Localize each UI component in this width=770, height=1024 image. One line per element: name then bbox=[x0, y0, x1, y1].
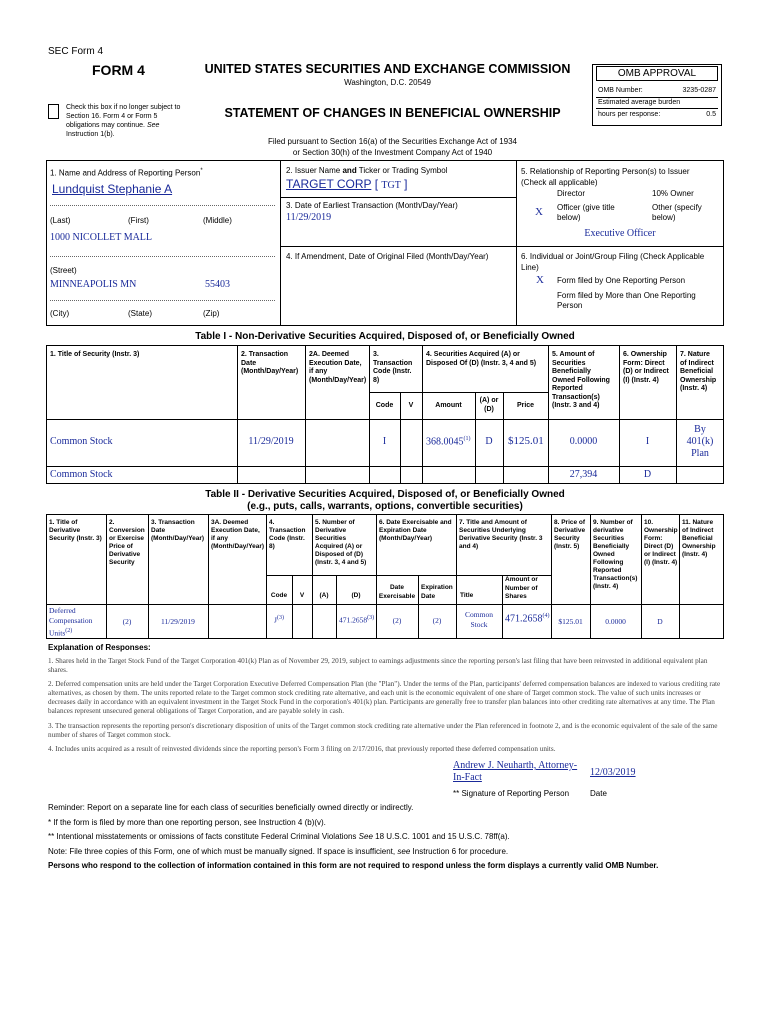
date-label: Date bbox=[590, 789, 607, 798]
t1-h2a: 2A. Deemed Execution Date, if any (Month/Day/Year) bbox=[309, 351, 367, 384]
hours-value: 0.5 bbox=[706, 111, 716, 118]
t1-sub-amount: Amount bbox=[435, 402, 462, 409]
t1-h4: 4. Securities Acquired (A) or Disposed Of (D) (Instr. 3, 4 and 5) bbox=[426, 351, 537, 367]
t2-h2: 2. Conversion or Exercise Price of Derivative Security bbox=[109, 519, 145, 566]
one-reporting-checkmark: X bbox=[536, 274, 544, 286]
t2-sub-v: V bbox=[299, 592, 305, 599]
t1-sub-code: Code bbox=[375, 402, 394, 409]
t1-r1-form: I bbox=[645, 436, 650, 447]
commission-title: UNITED STATES SECURITIES AND EXCHANGE COMMISSION bbox=[204, 62, 571, 76]
t1-r2-form: D bbox=[643, 469, 652, 480]
t1-r1-price: $125.01 bbox=[508, 435, 544, 447]
reporting-person-name[interactable]: Lundquist Stephanie A bbox=[52, 182, 173, 196]
t2-h3: 3. Transaction Date (Month/Day/Year) bbox=[151, 519, 205, 542]
street-label: (Street) bbox=[50, 266, 77, 275]
footnote-4: 4. Includes units acquired as a result of reinvested dividends since the reporting person's Form 3 filing on 2/17/2016, that previously reported these deferred compensation units. bbox=[48, 745, 556, 753]
t2-r1-exercisable: (2) bbox=[392, 616, 402, 625]
t1-h7: 7. Nature of Indirect Beneficial Ownership (Instr. 4) bbox=[680, 351, 717, 392]
reminder-text: Reminder: Report on a separate line for each class of securities beneficially owned directly or indirectly. bbox=[48, 803, 414, 812]
t2-r1-code: $J^{(3)}$ bbox=[274, 615, 284, 625]
table-row: Common Stock bbox=[50, 436, 113, 447]
form-number: FORM 4 bbox=[92, 62, 145, 78]
no-longer-subject-checkbox[interactable] bbox=[48, 104, 59, 119]
t2-r1-form: D bbox=[657, 617, 663, 626]
t2-h9: 9. Number of derivative Securities Beneficially Owned Following Reported Transaction(s) (Instr. 4) bbox=[593, 519, 638, 590]
omb-notice: Persons who respond to the collection of information contained in this form are not required to respond unless the form displays a currently valid OMB Number. bbox=[48, 861, 659, 870]
sec-form-label: SEC Form 4 bbox=[48, 46, 104, 57]
t2-r1-deriv-price: $125.01 bbox=[558, 617, 583, 626]
t2-r1-date: 11/29/2019 bbox=[161, 617, 195, 626]
t1-h1: 1. Title of Security (Instr. 3) bbox=[50, 351, 140, 358]
t1-r1-nature: By 401(k) Plan bbox=[686, 424, 714, 459]
table2-title: Table II - Derivative Securities Acquired, Disposed of, or Beneficially Owned (e.g., puts, calls, warrants, options, convertible securities) bbox=[205, 489, 565, 512]
t1-sub-ad: (A) or (D) bbox=[479, 397, 499, 413]
table1-title: Table I - Non-Derivative Securities Acquired, Disposed of, or Beneficially Owned bbox=[195, 331, 575, 342]
t1-h2: 2. Transaction Date (Month/Day/Year) bbox=[241, 351, 299, 375]
commission-location: Washington, D.C. 20549 bbox=[344, 78, 431, 87]
footnote-2: 2. Deferred compensation units are held under the Target Corporation Executive Deferred Compensation Plan (the "Plan"). Under the terms of the Plan, participants' deferred compensation balances are indexed to various crediting rate alternatives, as chosen by them. The units reported relate to the Target common stock crediting rate alternative, and each unit is the economic equivalent of one share of Target common stock. The value of such units increases or decreases daily in accordance with an equivalent investment in the Target Stock Fund in the corporation's 401(k) plan. Participants are generally free to transfer plan balances into other crediting rate alternatives at any time. The Plan balances represent unsecured general obligations of Target Corporation, and are payable solely in cash. bbox=[48, 680, 721, 715]
one-reporting-person-option[interactable]: Form filed by One Reporting Person bbox=[557, 276, 686, 285]
t2-h1: 1. Title of Derivative Security (Instr. 3) bbox=[49, 519, 102, 542]
t2-h6: 6. Date Exercisable and Expiration Date (Month/Day/Year) bbox=[379, 519, 452, 542]
issuer-name[interactable]: TARGET CORP [ TGT ] bbox=[286, 177, 408, 191]
other-option[interactable]: Other (specify below) bbox=[652, 203, 702, 222]
t2-r1-expiration: (2) bbox=[432, 616, 442, 625]
omb-number: 3235-0287 bbox=[682, 87, 716, 94]
t2-sub-d: (D) bbox=[351, 592, 361, 599]
copies-note: Note: File three copies of this Form, one of which must be manually signed. If space is insufficient, see Instruction 6 for procedure. bbox=[48, 847, 509, 856]
explanation-title: Explanation of Responses: bbox=[48, 643, 151, 652]
zip-label: (Zip) bbox=[203, 309, 220, 318]
box2-label: 2. Issuer Name and Ticker or Trading Symbol bbox=[286, 166, 448, 175]
officer-option[interactable]: Officer (give title below) bbox=[557, 203, 615, 222]
officer-checkmark: X bbox=[535, 206, 543, 218]
t1-h6: 6. Ownership Form: Direct (D) or Indirect (I) (Instr. 4) bbox=[623, 351, 669, 384]
t2-sub-a: (A) bbox=[319, 592, 329, 599]
t2-sub-expiration: Expiration Date bbox=[421, 584, 453, 600]
table-row: Deferred Compensation Units$^{(2)}$ bbox=[49, 606, 93, 638]
t2-r1-owned: 0.0000 bbox=[605, 617, 626, 626]
signature-date: 12/03/2019 bbox=[590, 767, 636, 778]
officer-title: Executive Officer bbox=[584, 228, 656, 239]
t1-r1-amount: 368.0045$^{(1)}$ bbox=[426, 436, 471, 448]
footnote-3: 3. The transaction represents the reporting person's discretionary disposition of units of the Target common stock crediting rate alternative under the Plan referenced in footnote 2, and is the economic equivalent of the sale of the same number of shares of Target common stock. bbox=[48, 722, 718, 739]
table-row: Common Stock bbox=[50, 469, 113, 480]
t2-h7: 7. Title and Amount of Securities Underlying Derivative Security (Instr. 3 and 4) bbox=[459, 519, 543, 550]
last-label: (Last) bbox=[50, 216, 71, 225]
signature-name: Andrew J. Neuharth, Attorney- In-Fact bbox=[453, 760, 578, 783]
director-option[interactable]: Director bbox=[557, 189, 586, 198]
t1-r1-owned: 0.0000 bbox=[569, 436, 598, 447]
t1-r2-owned: 27,394 bbox=[569, 469, 598, 480]
t2-h3a: 3A. Deemed Execution Date, if any (Month/Day/Year) bbox=[211, 519, 265, 550]
t1-r1-date: 11/29/2019 bbox=[248, 436, 294, 447]
t2-sub-code: Code bbox=[270, 592, 288, 599]
t2-r1-shares: 471.2658$^{(4)}$ bbox=[505, 613, 550, 625]
t1-h3: 3. Transaction Code (Instr. 8) bbox=[373, 351, 413, 384]
box6-label: 6. Individual or Joint/Group Filing (Check Applicable Line) bbox=[521, 252, 705, 272]
first-label: (First) bbox=[128, 216, 149, 225]
middle-label: (Middle) bbox=[203, 216, 232, 225]
footnote-1: 1. Shares held in the Target Stock Fund of the Target Corporation 401(k) Plan as of November 29, 2019, subject to earnings adjustments since the reporting person's last filing that have been reinvested in additional equivalent plan shares. bbox=[48, 657, 708, 674]
state-label: (State) bbox=[128, 309, 153, 318]
t1-r1-ad: D bbox=[485, 436, 493, 447]
city-label: (City) bbox=[50, 309, 70, 318]
t1-sub-price: Price bbox=[516, 402, 535, 409]
t2-r1-underlying-title: Common Stock bbox=[465, 610, 493, 629]
earliest-transaction-date: 11/29/2019 bbox=[286, 212, 332, 223]
t2-h8: 8. Price of Derivative Security (Instr. 5) bbox=[554, 519, 586, 550]
t2-sub-title: Title bbox=[460, 592, 474, 599]
omb-title: OMB APPROVAL bbox=[596, 66, 718, 81]
omb-number-label: OMB Number: bbox=[598, 87, 643, 94]
ten-percent-owner-option[interactable]: 10% Owner bbox=[652, 189, 694, 198]
statement-title: STATEMENT OF CHANGES IN BENEFICIAL OWNERSHIP bbox=[224, 106, 561, 120]
city-state: MINNEAPOLIS MN bbox=[50, 279, 137, 290]
box3-label: 3. Date of Earliest Transaction (Month/Day/Year) bbox=[286, 201, 458, 210]
zip-code: 55403 bbox=[205, 279, 230, 290]
t2-h10: 10. Ownership Form: Direct (D) or Indirect (I) (Instr. 4) bbox=[644, 519, 678, 566]
hours-label: hours per response: bbox=[598, 111, 661, 118]
t2-h11: 11. Nature of Indirect Beneficial Ownership (Instr. 4) bbox=[682, 519, 716, 558]
box5-label: 5. Relationship of Reporting Person(s) to Issuer (Check all applicable) bbox=[521, 167, 690, 187]
more-reporting-persons-option[interactable]: Form filed by More than One Reporting Person bbox=[557, 291, 696, 310]
misstatements-note: ** Intentional misstatements or omissions of facts constitute Federal Criminal Violations See 18 U.S.C. 1001 and 15 U.S.C. 78ff(a). bbox=[48, 832, 510, 841]
signature-label: ** Signature of Reporting Person bbox=[453, 789, 570, 798]
t1-sub-v: V bbox=[408, 402, 414, 409]
t2-h5: 5. Number of Derivative Securities Acquired (A) or Disposed of (D) (Instr. 3, 4 and 5) bbox=[315, 519, 367, 566]
t1-r1-code: I bbox=[382, 436, 387, 447]
t2-r1-price: (2) bbox=[122, 617, 132, 626]
box1-label: 1. Name and Address of Reporting Person* bbox=[50, 168, 203, 178]
box4-label: 4. If Amendment, Date of Original Filed (Month/Day/Year) bbox=[286, 252, 489, 261]
t2-r1-disposed: 471.2658$^{(3)}$ bbox=[339, 615, 375, 625]
t2-h4: 4. Transaction Code (Instr. 8) bbox=[269, 519, 306, 550]
burden-label: Estimated average burden bbox=[598, 99, 681, 106]
t2-sub-amount: Amount or Number of Shares bbox=[505, 576, 538, 600]
multiple-persons-note: * If the form is filed by more than one reporting person, see Instruction 4 (b)(v). bbox=[48, 818, 326, 827]
street-address: 1000 NICOLLET MALL bbox=[50, 232, 153, 243]
t2-sub-exercisable: Date Exercisable bbox=[378, 584, 416, 600]
t1-h5: 5. Amount of Securities Beneficially Owned Following Reported Transaction(s) (Instr. 3 and 4) bbox=[552, 351, 610, 409]
checkbox-instructions: Check this box if no longer subject to Section 16. Form 4 or Form 5 obligations may continue. See Instruction 1(b). bbox=[66, 104, 181, 138]
filed-pursuant: Filed pursuant to Section 16(a) of the Securities Exchange Act of 1934 or Section 30(h) of the Investment Company Act of 1940 bbox=[267, 137, 518, 157]
